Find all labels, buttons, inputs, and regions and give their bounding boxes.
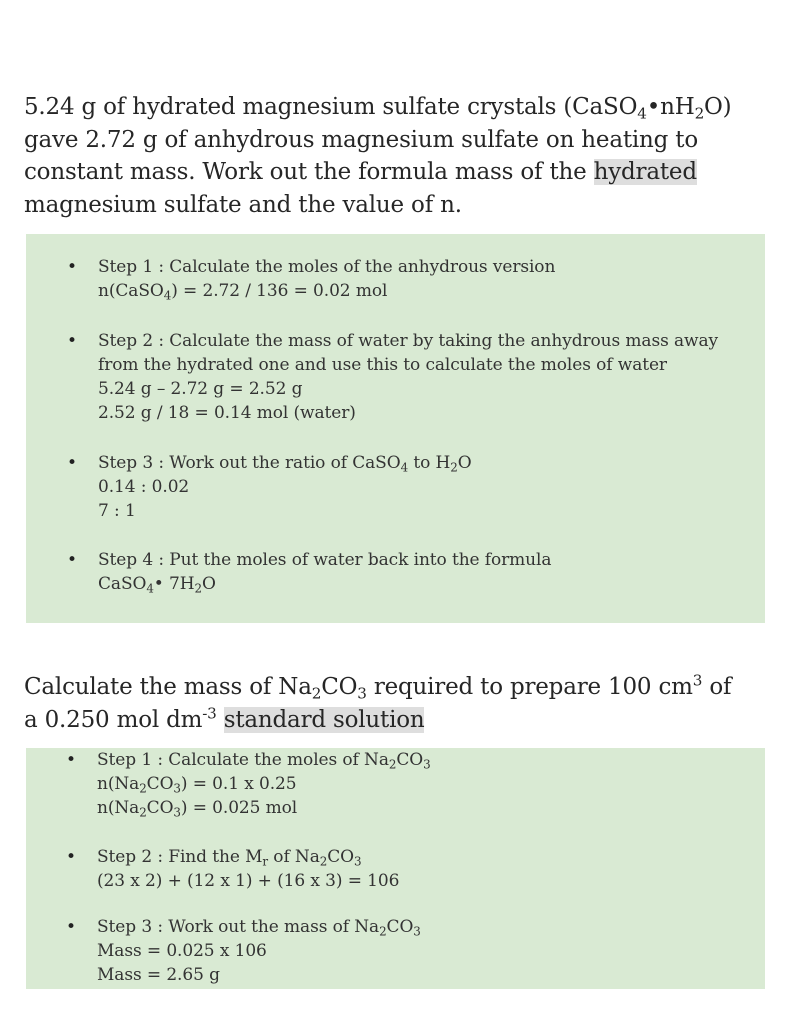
list-item: • Step 3 : Work out the mass of $Na_2CO_3$ Mass = 0.025 x 106 Mass = 2.65 g bbox=[97, 915, 755, 987]
answer-box-2 bbox=[26, 748, 765, 989]
list-item: • Step 1 : Calculate the moles of $Na_2CO_3$ $n(Na_2CO_3) = 0.1$ x 0.25 $n(Na_2CO_3) = 0.025$ mol bbox=[97, 748, 755, 820]
list-item: • Step 1 : Calculate the moles of the anhydrous version n(CaSO$_4$) = 2.72 / 136 = 0.02 mol bbox=[98, 255, 755, 303]
answer-box-1 bbox=[26, 234, 765, 623]
highlight-standard-solution: standard solution bbox=[223, 706, 425, 733]
list-item: • Step 2 : Calculate the mass of water by taking the anhydrous mass away from the hydrated one and use this to calculate the moles of water 5.24 g – 2.72 g = 2.52 g 2.52 g / 18 = 0.14 mol (water) bbox=[98, 329, 755, 425]
question-2-text: Calculate the mass of $Na_2CO_3$ required to prepare 100 $cm^3$ of a 0.250 mol $dm^{-3}$ standard solution bbox=[24, 671, 732, 733]
list-item: • Step 2 : Find the $M_r$ of $Na_2CO_3$ (23 x 2) + (12 x 1) + (16 x 3) = 106 bbox=[97, 845, 755, 893]
question-1-text: 5.24 g of hydrated magnesium sulfate crystals $(CaSO_4•nH_2O)$ gave 2.72 g of anhydrous magnesium sulfate on heating to constant mass. Work out the formula mass of the hydrated magnesium sulfate and the value of n. bbox=[24, 94, 732, 218]
list-item: • Step 3 : Work out the ratio of CaSO$_4$ to $H_2O$ 0.14 : 0.02 7 : 1 bbox=[98, 451, 755, 523]
highlight-hydrated: hydrated bbox=[593, 159, 697, 185]
list-item: • Step 4 : Put the moles of water back into the formula CaSO$_4$• $7H_2O$ bbox=[98, 548, 755, 596]
